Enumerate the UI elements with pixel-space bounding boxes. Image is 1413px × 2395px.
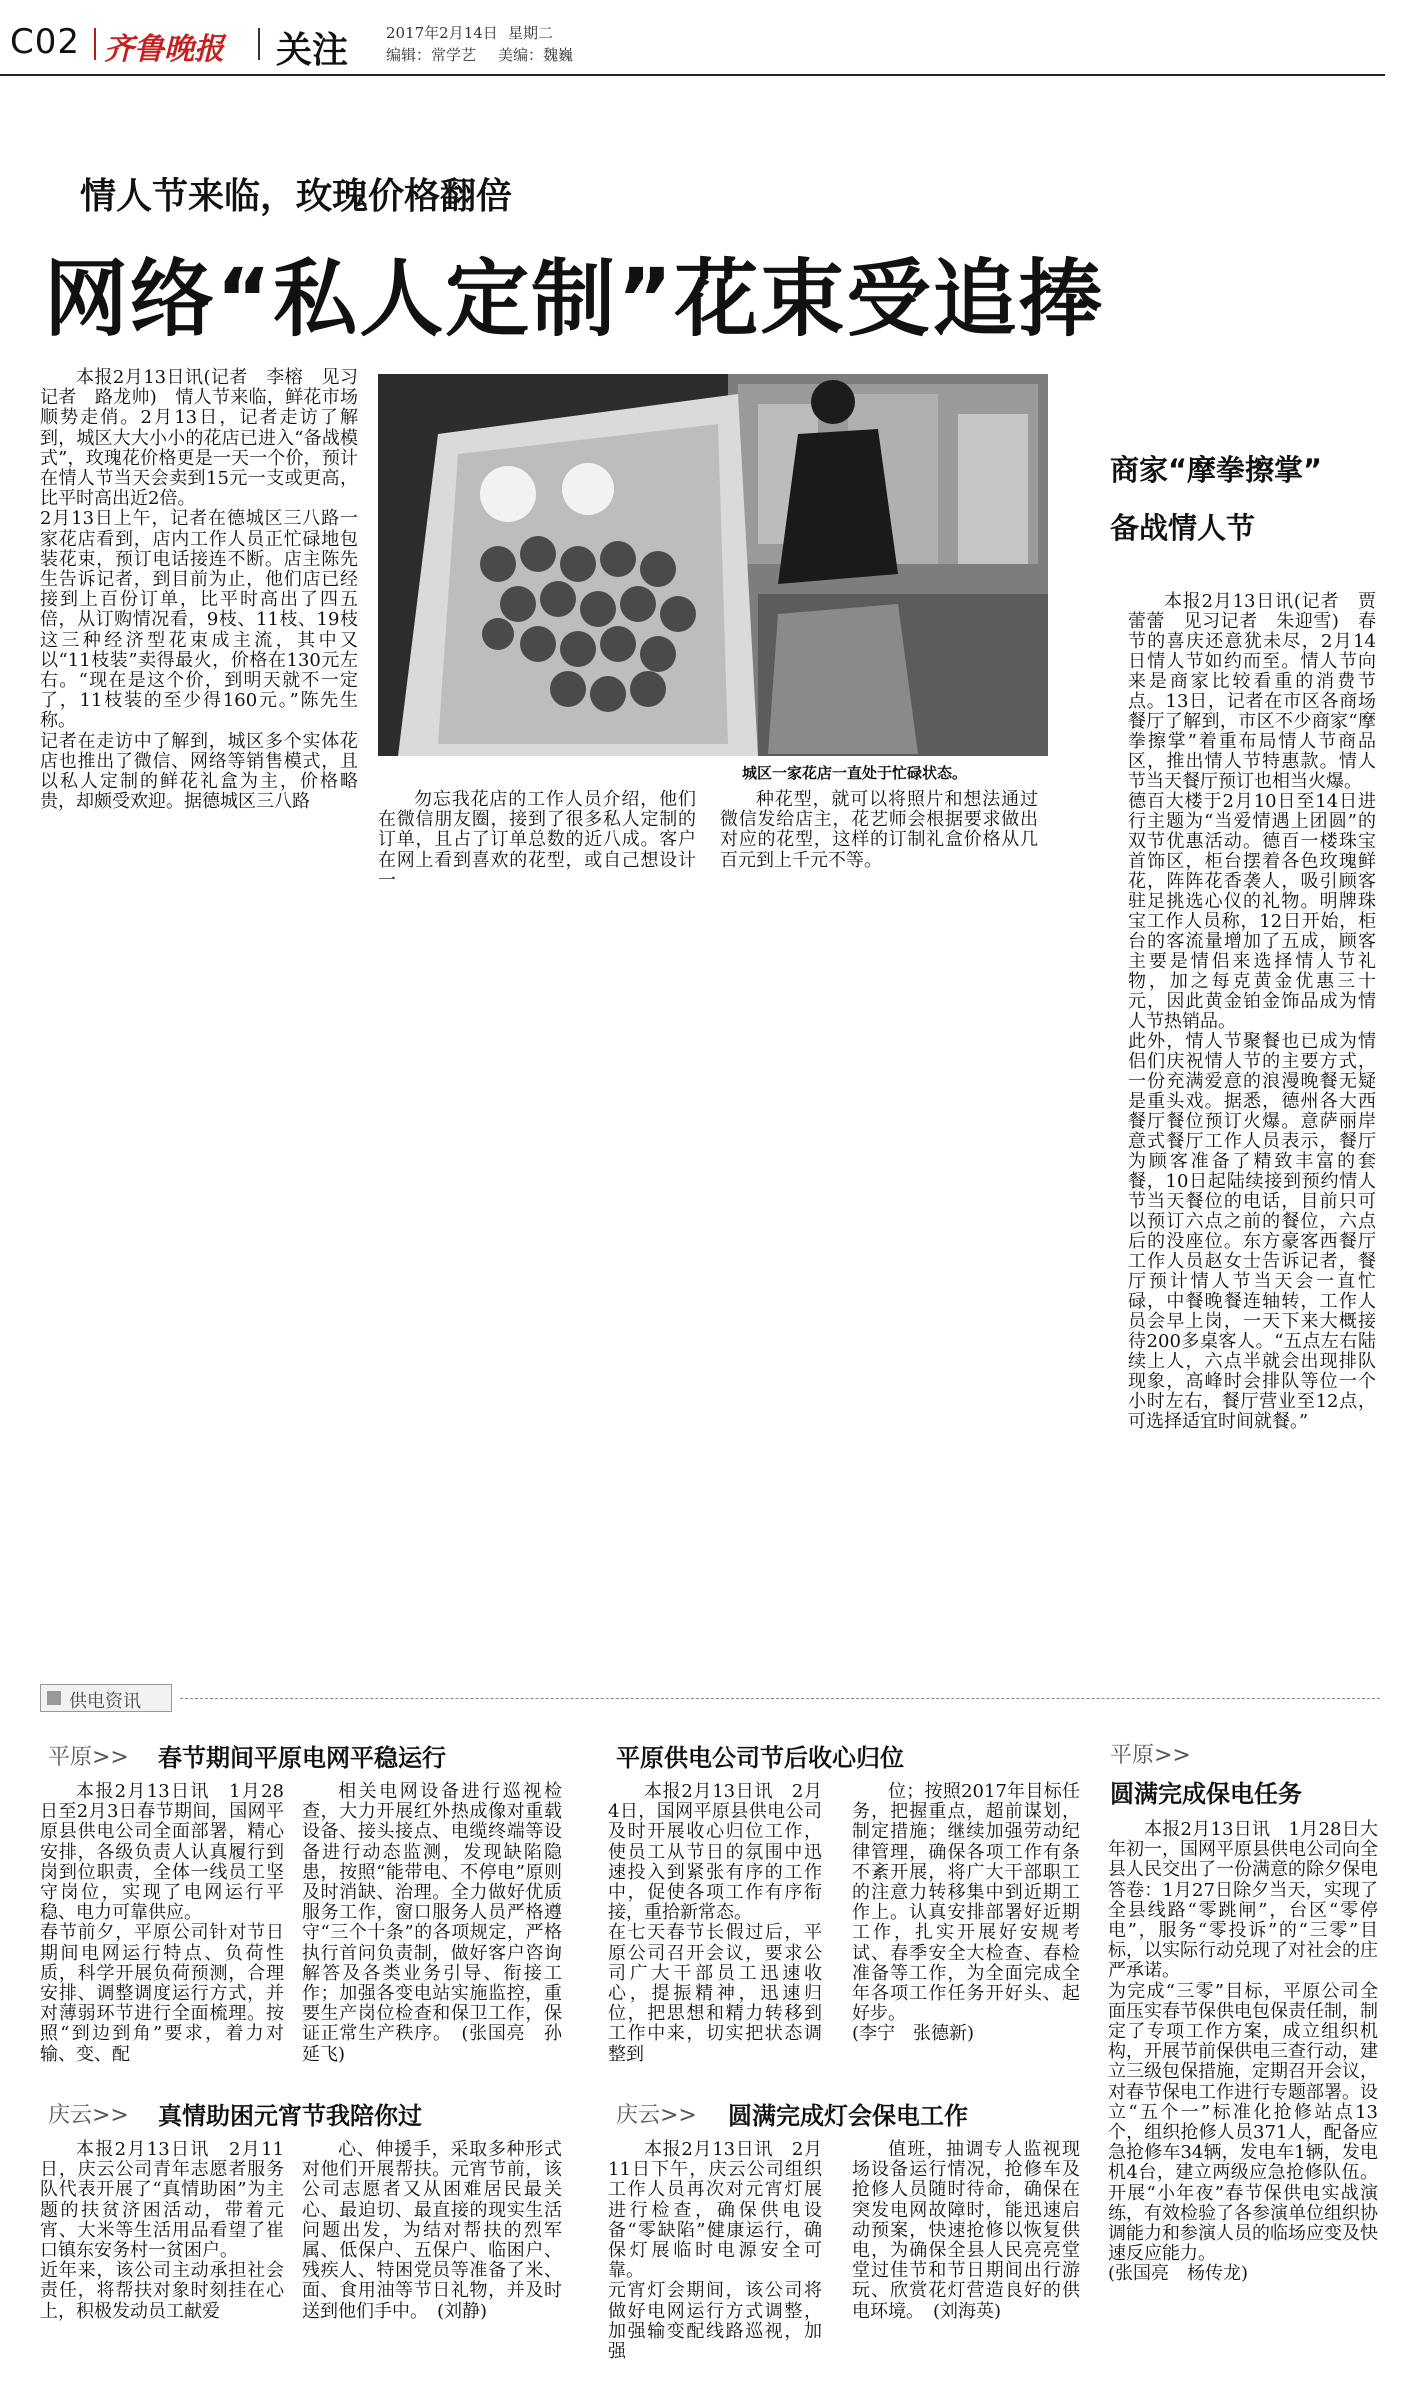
page-header: [0, 0, 1413, 78]
main-col3: 种花型，就可以将照片和想法通过微信发给店主，花艺师会根据要求做出对应的花型，这样的订制礼盒价格从几百元到上千元不等。: [720, 789, 1038, 871]
article2-col1: 本报2月13日讯 2月4日，国网平原县供电公司及时开展收心归位工作，使员工从节日的氛围中迅速投入到紧张有序的工作中，促使各项工作有序衔接，重拾新常态。 在七天春节长假过后，平原公司召开会议，要求公司广大干部员工迅速收心，提振精神，迅速归位，把思想和精力转移到工作中来，切实把状态调整到: [608, 1781, 822, 2065]
side-body: 本报2月13日讯(记者 贾蕾蕾 见习记者 朱迎雪) 春节的喜庆还意犹未尽，2月14日情人节如约而至。情人节向来是商家比较看重的消费节点。13日，记者在市区各商场餐厅了解到，市区不少商家“摩拳擦掌”着重布局情人节商品区，推出情人节特惠款。情人节当天餐厅预订也相当火爆。 德百大楼于2月10日至14日进行主题为“当爱情遇上团圆”的双节优惠活动。德百一楼珠宝首饰区，柜台摆着各色玫瑰鲜花，阵阵花香袭人，吸引顾客驻足挑选心仪的礼物。明牌珠宝工作人员称，12日开始，柜台的客流量增加了五成，顾客主要是情侣来选择情人节礼物，加之每克黄金优惠三十元，因此黄金铂金饰品成为情人节热销品。 此外，情人节聚餐也已成为情侣们庆祝情人节的主要方式，一份充满爱意的浪漫晚餐无疑是重头戏。据悉，德州各大西餐厅餐位预订火爆。意萨丽岸意式餐厅工作人员表示，餐厅为顾客准备了精致丰富的套餐，10日起陆续接到预约情人节当天餐位的电话，目前只可以预订六点之前的餐位，六点后的没座位。东方豪客西餐厅工作人员赵女士告诉记者，餐厅预计情人节当天会一直忙碌，中餐晚餐连轴转，工作人员会早上岗，一天下来大概接待200多桌客人。“五点左右陆续上人，六点半就会出现排队现象，高峰时会排队等位一个小时左右，餐厅营业至12点，可选择适宜时间就餐。”: [1128, 591, 1376, 1432]
photo-illustration: [378, 374, 1048, 756]
editor-credit: 编辑：常学艺: [386, 46, 477, 64]
side-title-1: 商家“摩拳擦掌”: [1110, 453, 1323, 487]
divider: [258, 28, 260, 60]
article5-title: 圆满完成灯会保电工作: [728, 2102, 968, 2130]
article5-col2: 值班，抽调专人监视现场设备运行情况，抢修车及抢修人员随时待命，确保在突发电网故障时，能迅速启动预案，快速抢修以恢复供电，为确保全县人民亮亮堂堂过佳节和节日期间出行游玩、欣赏花灯营造良好的供电环境。 (刘海英): [852, 2139, 1080, 2322]
article4-title: 真情助困元宵节我陪你过: [158, 2102, 422, 2130]
section-rule: [180, 1698, 1380, 1699]
article5-col1: 本报2月13日讯 2月11日下午，庆云公司组织工作人员再次对元宵灯展进行检查，确保供电设备“零缺陷”健康运行，确保灯展临时电源安全可靠。 元宵灯会期间，该公司将做好电网运行方式调整，加强输变配线路巡视，加强: [608, 2139, 822, 2363]
article4-col1: 本报2月13日讯 2月11日，庆云公司青年志愿者服务队代表开展了“真情助困”为主题的扶贫济困活动，带着元宵、大米等生活用品看望了崔口镇东安务村一贫困户。 近年来，该公司主动承担社会责任，将帮扶对象时刻挂在心上，积极发动员工献爱: [40, 2139, 284, 2322]
label-icon: [47, 1691, 61, 1705]
article1-col1: 本报2月13日讯 1月28日至2月3日春节期间，国网平原县供电公司全面部署，精心安排，各级负责人认真履行到岗到位职责，全体一线员工坚守岗位，实现了电网运行平稳、电力可靠供应。 春节前夕，平原公司针对节日期间电网运行特点、负荷性质，科学开展负荷预测，合理安排、调整调度运行方式，并对薄弱环节进行全面梳理。按照“到边到角”要求，着力对输、变、配: [40, 1781, 284, 2065]
flower-shop-photo: [378, 374, 1048, 756]
headline: 网络“私人定制”花束受追捧: [44, 250, 1105, 348]
article2-title: 平原供电公司节后收心归位: [616, 1744, 904, 1772]
photo-caption: 城区一家花店一直处于忙碌状态。: [742, 764, 968, 782]
article3-tag: 平原>>: [1110, 1743, 1191, 1768]
page-number: C02: [10, 22, 81, 62]
issue-weekday: 星期二: [508, 24, 554, 42]
article5-tag: 庆云>>: [616, 2103, 697, 2128]
main-col2: 勿忘我花店的工作人员介绍，他们在微信朋友圈，接到了很多私人定制的订单，且占了订单总数的近八成。客户在网上看到喜欢的花型，或自己想设计一: [378, 789, 696, 891]
kicker: 情人节来临，玫瑰价格翻倍: [80, 176, 513, 217]
article1-col2: 相关电网设备进行巡视检查，大力开展红外热成像对重载设备、接头接点、电缆终端等设备进行动态监测，发现缺陷隐患，按照“能带电、不停电”原则及时消缺、治理。全力做好优质服务工作，窗口服务人员严格遵守“三个十条”的各项规定，严格执行首问负责制，做好客户咨询解答及各类业务引导、衔接工作；加强各变电站实施监控，重要生产岗位检查和保卫工作，保证正常生产秩序。 (张国亮 孙延飞): [302, 1781, 562, 2065]
article3-body: 本报2月13日讯 1月28日大年初一，国网平原县供电公司向全县人民交出了一份满意的除夕保电答卷：1月27日除夕当天，实现了全县线路“零跳闸”，台区“零停电”，服务“零投诉”的“三零”目标，以实际行动兑现了对社会的庄严承诺。 为完成“三零”目标，平原公司全面压实春节保供电包保责任制，制定了专项工作方案，成立组织机构，开展节前保供电三查行动，建立三级包保措施，定期召开会议，对春节保电工作进行专题部署。设立“五个一”标准化抢修站点13个，组织抢修人员371人，配备应急抢修车34辆，发电车1辆，发电机4台，建立两级应急抢修队伍。开展“小年夜”春节保供电实战演练，有效检验了各参演单位组织协调能力和参演人员的临场应变及快速反应能力。 (张国亮 杨传龙): [1108, 1819, 1378, 2285]
main-col1: 本报2月13日讯(记者 李榕 见习记者 路龙帅) 情人节来临，鲜花市场顺势走俏。2月13日，记者走访了解到，城区大大小小的花店已进入“备战模式”，玫瑰花价格更是一天一个价，预计在情人节当天会卖到15元一支或更高，比平时高出近2倍。 2月13日上午，记者在德城区三八路一家花店看到，店内工作人员正忙碌地包装花束，预订电话接连不断。店主陈先生告诉记者，到目前为止，他们店已经接到上百份订单，比平时高出了四五倍，从订购情况看，9枝、11枝、19枝这三种经济型花束成主流，其中又以“11枝装”卖得最火，价格在130元左右。“现在是这个价，到明天就不一定了，11枝装的至少得160元。”陈先生称。 记者在走访中了解到，城区多个实体花店也推出了微信、网络等销售模式，且以私人定制的鲜花礼盒为主，价格略贵，却颇受欢迎。据德城区三八路: [40, 367, 358, 813]
newspaper-logo: 齐鲁晚报: [104, 32, 224, 67]
designer-credit: 美编：魏巍: [498, 46, 574, 64]
section-name: 关注: [276, 30, 349, 71]
divider: [94, 28, 96, 60]
section-label-box: [40, 1684, 172, 1712]
article1-tag: 平原>>: [48, 1745, 129, 1770]
article1-title: 春节期间平原电网平稳运行: [158, 1744, 446, 1772]
header-rule: [0, 74, 1385, 76]
article2-col2: 位；按照2017年目标任务，把握重点，超前谋划，制定措施；继续加强劳动纪律管理，确保各项工作有条不紊开展，将广大干部职工的注意力转移集中到近期工作上。认真安排部署好近期工作，扎实开展好安规考试、春季安全大检查、春检准备等工作，为全面完成全年各项工作任务开好头、起好步。 (李宁 张德新): [852, 1781, 1080, 2045]
issue-date: 2017年2月14日: [386, 24, 498, 42]
section-label: 供电资讯: [69, 1691, 141, 1712]
side-title-2: 备战情人节: [1110, 511, 1256, 545]
article3-title: 圆满完成保电任务: [1110, 1780, 1302, 1808]
article4-col2: 心、伸援手，采取多种形式对他们开展帮扶。元宵节前，该公司志愿者又从困难居民最关心、最迫切、最直接的现实生活问题出发，为结对帮扶的烈军属、低保户、五保户、临困户、残疾人、特困党员等准备了米、面、食用油等节日礼物，并及时送到他们手中。 (刘静): [302, 2139, 562, 2322]
article4-tag: 庆云>>: [48, 2103, 129, 2128]
